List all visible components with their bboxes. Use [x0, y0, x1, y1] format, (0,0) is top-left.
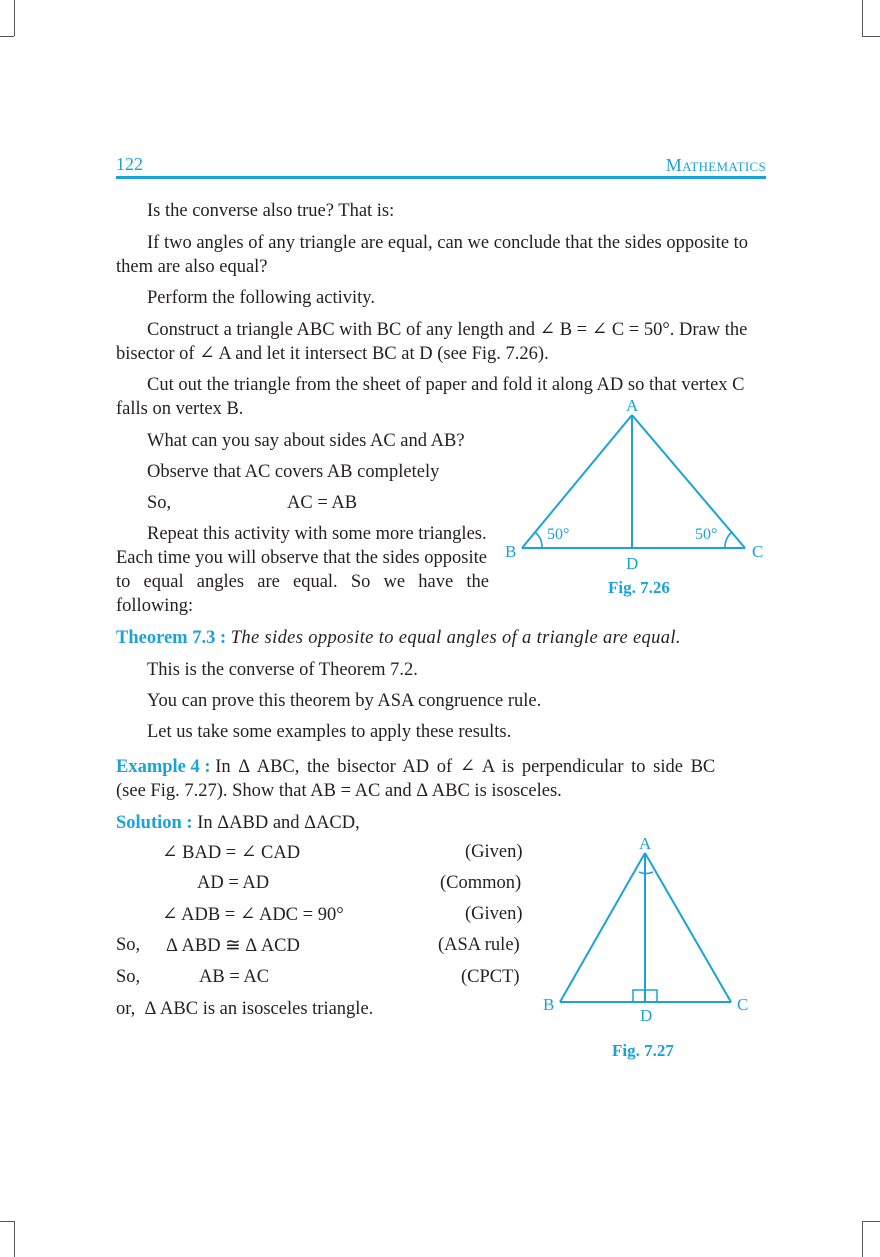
paragraph: Each time you will observe that the sides opposite — [116, 548, 487, 568]
example-label: Example 4 : — [116, 757, 211, 777]
figure-caption: Fig. 7.26 — [608, 578, 670, 597]
paragraph: them are also equal? — [116, 257, 268, 277]
paragraph: Repeat this activity with some more triangles. — [147, 524, 487, 544]
crop-mark — [0, 1221, 14, 1222]
solution-intro — [116, 811, 360, 835]
vertex-label-b: B — [543, 995, 555, 1014]
so-label: So, — [147, 493, 172, 513]
theorem-text: The sides opposite to equal angles of a triangle are equal. — [230, 628, 681, 648]
crop-mark — [862, 0, 863, 36]
paragraph: If two angles of any triangle are equal, can we conclude that the sides opposite to — [147, 233, 749, 253]
vertex-label-c: C — [737, 995, 749, 1014]
theorem-label: Theorem 7.3 : — [116, 628, 227, 648]
paragraph: following: — [116, 596, 194, 616]
paragraph: This is the converse of Theorem 7.2. — [147, 660, 418, 680]
proof-reason: (Given) — [465, 904, 523, 924]
vertex-label-c: C — [752, 542, 764, 561]
angle-label-c: 50° — [695, 526, 718, 543]
figure-7-26 — [495, 390, 775, 580]
crop-mark — [0, 36, 14, 37]
paragraph: You can prove this theorem by ASA congruence rule. — [147, 691, 542, 711]
crop-mark — [862, 1221, 863, 1257]
page-number: 122 — [116, 154, 143, 174]
paragraph: bisector of ∠ A and let it intersect BC at D (see Fig. 7.26). — [116, 344, 549, 364]
paragraph: falls on vertex B. — [116, 399, 244, 419]
crop-mark — [862, 1221, 880, 1222]
crop-mark — [14, 1221, 15, 1257]
proof-reason: (CPCT) — [461, 967, 520, 987]
header-rule — [116, 176, 766, 179]
proof-statement: AD = AD — [197, 873, 270, 893]
proof-statement: AB = AC — [199, 967, 270, 987]
proof-reason: (ASA rule) — [438, 935, 520, 955]
equation: AC = AB — [287, 493, 358, 513]
example — [116, 755, 715, 779]
figure-caption: Fig. 7.27 — [612, 1041, 674, 1060]
angle-label-b: 50° — [547, 526, 570, 543]
vertex-label-b: B — [505, 542, 517, 561]
proof-statement: ∠ ADB = ∠ ADC = 90° — [162, 905, 344, 925]
paragraph: Construct a triangle ABC with BC of any length and ∠ B = ∠ C = 50°. Draw the — [147, 320, 748, 340]
figure-7-27 — [535, 830, 765, 1025]
paragraph: to equal angles are equal. So we have the — [116, 572, 489, 592]
example-text: (see Fig. 7.27). Show that AB = AC and Δ ABC is isosceles. — [116, 781, 562, 801]
paragraph: Cut out the triangle from the sheet of paper and fold it along AD so that vertex C — [147, 375, 745, 395]
proof-statement: Δ ABD ≅ Δ ACD — [166, 936, 300, 956]
paragraph: Is the converse also true? That is: — [147, 201, 395, 221]
vertex-label-a: A — [626, 396, 639, 415]
example-text: In Δ ABC, the bisector AD of ∠ A is perpendicular to side BC — [215, 757, 716, 777]
paragraph: Observe that AC covers AB completely — [147, 462, 440, 482]
running-head: Mathematics — [665, 155, 766, 175]
crop-mark — [14, 0, 15, 36]
solution-text: In ΔABD and ΔACD, — [197, 813, 360, 833]
paragraph: Perform the following activity. — [147, 288, 375, 308]
crop-mark — [862, 36, 880, 37]
vertex-label-d: D — [640, 1006, 653, 1025]
theorem — [116, 626, 681, 650]
paragraph: What can you say about sides AC and AB? — [147, 431, 465, 451]
paragraph: Let us take some examples to apply these results. — [147, 722, 512, 742]
vertex-label-a: A — [639, 834, 652, 853]
proof-prefix: So, — [116, 967, 141, 987]
conclusion: or, Δ ABC is an isosceles triangle. — [116, 999, 374, 1019]
vertex-label-d: D — [626, 554, 639, 573]
solution-label: Solution : — [116, 813, 193, 833]
proof-reason: (Common) — [440, 873, 522, 893]
proof-statement: ∠ BAD = ∠ CAD — [162, 843, 301, 863]
proof-prefix: So, — [116, 935, 141, 955]
proof-reason: (Given) — [465, 842, 523, 862]
